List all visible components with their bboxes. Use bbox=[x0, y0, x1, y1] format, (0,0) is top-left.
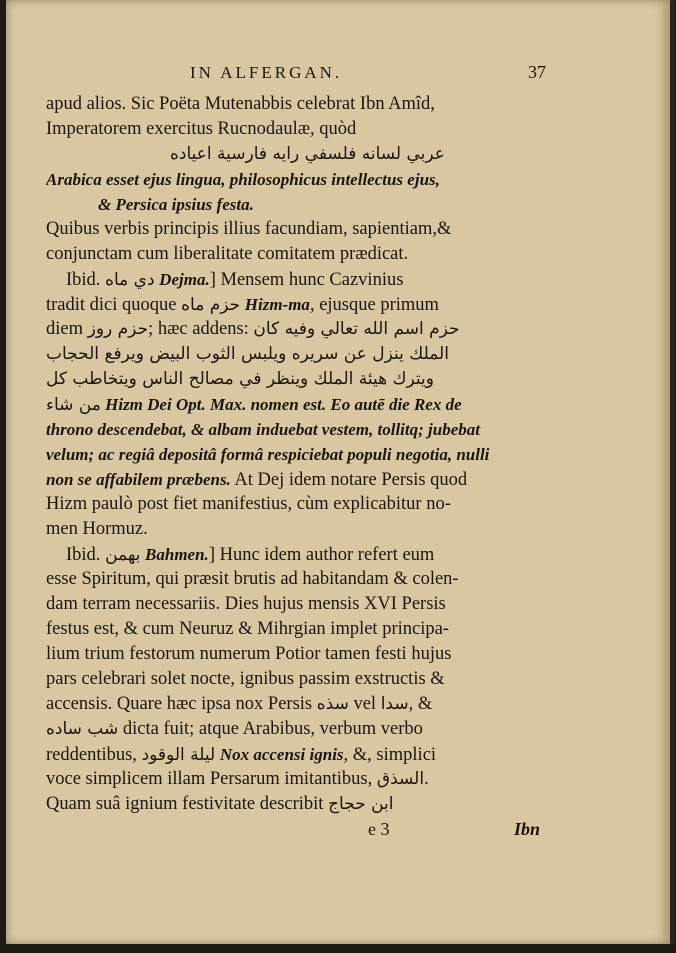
arabic-text: بهمن bbox=[105, 545, 141, 565]
running-title: IN ALFERGAN. bbox=[190, 63, 343, 82]
text-segment: Imperatorem exercitus Rucnodaulæ, quòd bbox=[46, 119, 357, 139]
italic-text: & Persica ipsius festa. bbox=[98, 195, 254, 214]
text-line bbox=[46, 767, 546, 792]
text-segment: reddentibus, bbox=[46, 745, 142, 765]
arabic-text: الملك ينزل عن سريره ويلبس الثوب البيض ويرفع الحجاب bbox=[46, 344, 449, 364]
text-segment: lium trium festorum numerum Potior tamen festi hujus bbox=[46, 644, 452, 664]
text-line bbox=[46, 242, 546, 267]
text-line bbox=[46, 492, 546, 517]
arabic-text: السذق bbox=[376, 769, 425, 789]
text-segment: Quibus verbis principis illius facundiam, sapientiam,& bbox=[46, 219, 452, 239]
page-text bbox=[46, 60, 546, 845]
text-segment: accensis. Quare hæc ipsa nox Persis bbox=[46, 694, 317, 714]
italic-text: Hizm-ma bbox=[244, 295, 310, 314]
arabic-text: حزم اسم الله تعالي وفيه كان bbox=[253, 319, 460, 339]
arabic-text: شب ساده bbox=[46, 719, 119, 739]
text-line bbox=[46, 467, 546, 492]
signature-mark: e 3 bbox=[368, 819, 390, 839]
text-segment: dicta fuit; atque Arabibus, verbum verbo bbox=[118, 719, 423, 739]
text-segment: , ejusque primum bbox=[309, 295, 439, 315]
arabic-text: سذه bbox=[316, 694, 349, 714]
text-segment: , &, simplici bbox=[343, 745, 437, 765]
text-segment: Ibid. bbox=[66, 545, 106, 565]
catchword: Ibn bbox=[513, 819, 540, 839]
arabic-text: ابن حجاج bbox=[328, 794, 394, 814]
text-segment: ] Mensem hunc Cazvinius bbox=[209, 270, 404, 290]
arabic-text: عربي لسانه فلسفي رايه فارسية اعياده bbox=[170, 144, 445, 164]
text-line bbox=[46, 292, 546, 317]
text-segment: men Hormuz. bbox=[46, 519, 148, 539]
text-segment: esse Spiritum, qui præsit brutis ad habitandam & colen- bbox=[46, 569, 459, 589]
text-line bbox=[46, 92, 546, 117]
text-segment: pars celebrari solet nocte, ignibus passim exstructis & bbox=[46, 669, 445, 689]
text-line bbox=[46, 367, 546, 392]
text-segment: conjunctam cum liberalitate comitatem prædicat. bbox=[46, 244, 409, 264]
arabic-text: سدا bbox=[380, 694, 409, 714]
text-segment: voce simplicem illam Persarum imitantibus, bbox=[46, 769, 377, 789]
page-number: 37 bbox=[528, 62, 546, 82]
text-segment: , & bbox=[408, 694, 433, 714]
italic-text: throno descendebat, & albam induebat vestem, tollitq; jubebat bbox=[46, 420, 480, 439]
text-line bbox=[46, 217, 546, 242]
text-segment: vel bbox=[348, 694, 381, 714]
text-line bbox=[46, 742, 546, 767]
text-line bbox=[46, 692, 546, 717]
arabic-text: ليلة الوقود bbox=[141, 745, 216, 765]
italic-text: Bahmen. bbox=[145, 545, 209, 564]
text-line bbox=[46, 192, 546, 217]
arabic-text: حزم ماه bbox=[181, 295, 241, 315]
italic-text: non se affabilem præbens. bbox=[46, 470, 231, 489]
text-segment: dam terram necessariis. Dies hujus mensis XVI Persis bbox=[46, 594, 446, 614]
text-line bbox=[46, 142, 546, 167]
arabic-text: ويترك هيئة الملك وينظر في مصالح الناس ويتخاطب كل bbox=[46, 369, 434, 389]
text-segment: At Dej idem notare Persis quod bbox=[230, 470, 468, 490]
arabic-text: حزم روز bbox=[87, 319, 149, 339]
text-segment: ] Hunc idem author refert eum bbox=[208, 545, 435, 565]
text-line bbox=[46, 592, 546, 617]
text-line bbox=[46, 392, 546, 417]
arabic-text: من شاء bbox=[46, 395, 101, 415]
book-page bbox=[6, 0, 674, 944]
text-line bbox=[46, 717, 546, 742]
text-segment: festus est, & cum Neuruz & Mihrgian implet principa- bbox=[46, 619, 449, 639]
italic-text: velum; ac regiâ depositâ formâ respiciebat populi negotia, nulli bbox=[46, 445, 490, 464]
running-header bbox=[46, 60, 546, 92]
text-segment: Hizm paulò post fiet manifestius, cùm explicabitur no- bbox=[46, 494, 451, 514]
body-text bbox=[46, 92, 546, 817]
text-line bbox=[46, 267, 546, 292]
text-segment: Ibid. bbox=[66, 270, 106, 290]
text-line bbox=[46, 342, 546, 367]
text-segment: ; hæc addens: bbox=[148, 319, 254, 339]
text-segment: . bbox=[424, 769, 429, 789]
text-line bbox=[46, 567, 546, 592]
text-line bbox=[46, 792, 546, 817]
text-segment: Quam suâ ignium festivitate describit bbox=[46, 794, 329, 814]
text-line bbox=[46, 517, 546, 542]
text-line bbox=[46, 317, 546, 342]
text-segment: apud alios. Sic Poëta Mutenabbis celebrat Ibn Amîd, bbox=[46, 94, 435, 114]
text-segment: diem bbox=[46, 319, 88, 339]
text-line bbox=[46, 442, 546, 467]
text-line bbox=[46, 167, 546, 192]
italic-text: Arabica esset ejus lingua, philosophicus intellectus ejus, bbox=[46, 170, 440, 189]
page-footer bbox=[46, 819, 546, 845]
text-line bbox=[46, 667, 546, 692]
italic-text: Dejma. bbox=[159, 270, 210, 289]
text-line bbox=[46, 117, 546, 142]
text-line bbox=[46, 617, 546, 642]
arabic-text: دي ماه bbox=[105, 270, 155, 290]
text-line bbox=[46, 642, 546, 667]
text-segment: tradit dici quoque bbox=[46, 295, 182, 315]
italic-text: Nox accensi ignis bbox=[219, 745, 344, 764]
text-line bbox=[46, 417, 546, 442]
text-line bbox=[46, 542, 546, 567]
italic-text: Hizm Dei Opt. Max. nomen est. Eo autē die Rex de bbox=[100, 395, 462, 414]
